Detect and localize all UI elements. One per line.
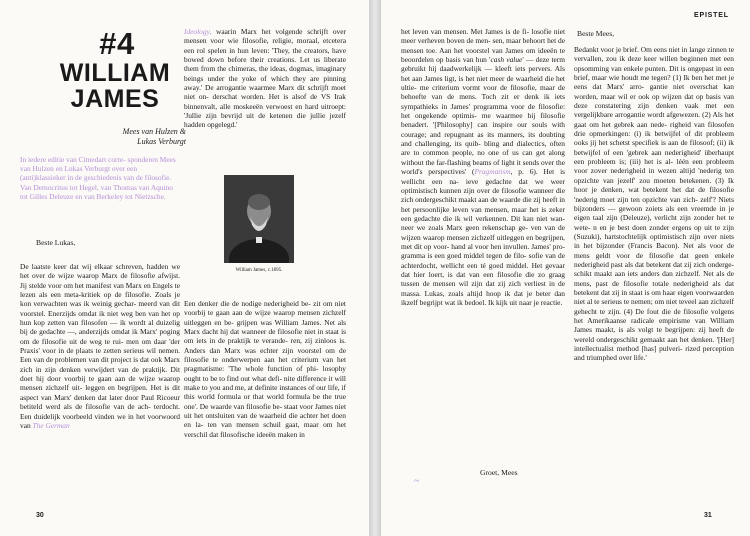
body-text: , p. 6). Het is wellicht een na- ieve gedachte dat we weer optimistisch kunnen zijn over de filosofie wanneer die zich ondergeschikt maakt aan de waarde die zij heeft in het persoonlijke leven van mensen, maar het is zeker een gedachte die ik wil verkennen. Dit kan niet wan- neer we zoals Marx geen rekenschap ge- ven van de wijzen waarop mensen zichzelf uitleggen en begrijpen, met dit op voor- hand al voor hen invullen. James' pro- gramma is een goed middel tegen de filo- sofie van de achterdocht, wellicht een té goed middel. Het gevaar dat hier loert, is dat van een filosofie die zo graag tussen de mensen wil zijn dat zij zich verliest in de massa. Lukas, zoals altijd hoop ik dat je beter dan ikzelf begrijpt wat ik bedoel. Ik kijk uit naar je reactie. (401, 167, 565, 307)
body-text: De laatste keer dat wij elkaar schreven, hadden we het over de wijze waarop Marx de filosofie afwijst. Jij stelde voor om het manifest van Marx en Engels te lezen als een meta-kritiek op de filosofie. Zoals je kon verwachten was ik weinig gechar- meerd van dit voorstel. Enerzijds omdat ik niet weg ben van het op hun kop zetten van filosofen — ik wordt al duizelig bij de gedachte —, anderzijds omdat ik Marx' poging om de filosofie uit de weg te rui- men om daar 'der Praxis' voor in de plaats te zetten serieus wil nemen. Een van de problemen van dit project is dat ook Marx zich in zijn denken verwijdert van de praktijk. Dit doet hij door voorbij te gaan aan de wijze waarop mensen zichzelf uit- leggen en begrijpen. Het is dit aspect van Marx' denken dat later door Paul Ricoeur betiteld werd als de filosofie van de ach- terdocht. Een duidelijk voorbeeld vinden we in het voorwoord van (20, 262, 180, 430)
tilde-ornament: ~ (414, 476, 420, 487)
greeting-left: Beste Lukas, (36, 238, 76, 247)
right-page (381, 0, 750, 536)
photo-caption: William James, c.1895. (235, 268, 283, 273)
authors-line-2: Lukas Verburgt (137, 137, 186, 146)
body-text: Bedankt voor je brief. Om eens niet in lange zinnen te vervallen, zou ik deze keer willen beginnen met een opsomming van enkele punten. Dit is ongepast in een brief, maar wie houdt me tegen? (1) Ik ben het met je eens dat Marx' arro- gantie niet overschat kan worden, maar wil er ook op wijzen dat op basis van deze constatering zijn denken vaak met een vergelijkbare arrogantie wordt afgewezen. (2) Als het gaat om het gebrek aan nede- righeid van filosofen drie opmerkingen: (i) ik betwijfel of dit probleem ooks jij het schetst specifiek is aan de filosoof; (ii) ik betwijfel of een 'gebrek aan nederigheid' überhaupt een probleem is; (iii) het is al- léén een probleem voor zover nederigheid in wezen altijd 'nederig ten opzichte van jezelf' zou moeten betekenen. (3) Ik hoor je denken, wat betekent het dat de filosofie 'nederig moet zijn ten opzichte van zich- zelf'? Niets bijzonders — gewoon zoiets als een vreemde in je eigen taal zijn (Deleuze), verlicht zijn zonder het te wete- n en je best doen zonder ergens op uit te zijn (Suzuki), hartstochtelijk optimistisch zijn over niets in het bijzonder (Francis Bacon). Net als voor de mens geldt voor de filosofie dat geen enkele nederigheid past als dat betekent dat zij zich onderge- schikt maakt aan iets anders dan zichzelf. Net als de mens, past de filosofie totale nederigheid als dat betekent dat zij in staat is om haar eigen voorwaarden niet al te serieus te nemen; om niet teveel aan zichzelf gehecht te zijn. (4) De fout die de filosofie volgens het Amerikaanse radicale empirisme van William James maakt, is als volgt te begrijpen: zij heeft de wereld ondergeschikt gemaakt aan het denken. '[Her] intellectualist method [has] pulveri- rized perception and triumphed over life.' (574, 45, 734, 363)
right-column-1 (401, 27, 565, 307)
body-text: ' — deze term gebruikt hij daadwerkelijk — kleeft iets pervers. Als het aan James ligt, is het niet meer de waarheid die het ultie- me criterium vormt voor de filosofie, maar de behoefte van de mens. Toch zit er denk ik iets sympathieks in James' programma voor de filosofie: het ongekende optimis- me waarmee hij filosofie benadert. '[Philosophy] can inspire our souls with courage; and repugnant as its manners, its doubting and challenging, its quib- bling and dialectics, often are to common people, no one of us can get along without the far-flashing beams of light it sends over the world's perspectives' ( (401, 55, 565, 177)
book-title: Ideology, (184, 27, 212, 36)
authors-line-1: Mees van Hulzen & (122, 127, 186, 136)
issue-number: #4 (99, 26, 135, 61)
body-text: het leven van mensen. Met James is de fi- losofie niet meer verheven boven de men- sen, maar behoort het de mensen toe. Aan het voorstel van James om ideeën te beoordelen op basis van hun ' (401, 27, 565, 65)
title-line-2: JAMES (70, 85, 160, 113)
left-column-2-top (184, 27, 346, 130)
portrait-photo (224, 175, 294, 263)
article-title (50, 60, 180, 112)
emphasis-term: cash value (490, 55, 523, 65)
intro-paragraph: In iedere editie van Cimedart corre- sponderen Mees van Hulzen en Lukas Verburgt over een (anti)klassieker in de geschiedenis van de filosofie. Van Democritus tot Hegel, van Thomas van Aquino tot Gilles Deleuze en van Berkeley tot Nietzsche. (20, 155, 176, 201)
page-number-right: 31 (704, 512, 712, 519)
title-line-1: WILLIAM (59, 59, 171, 87)
book-title: The German (32, 420, 70, 430)
section-header: EPISTEL (694, 12, 729, 19)
greeting-right: Beste Mees, (577, 29, 615, 38)
book-gutter (369, 0, 381, 536)
right-column-2 (574, 45, 734, 363)
book-title: Pragmatism (474, 167, 511, 177)
portrait-image (224, 175, 294, 263)
body-text: waarin Marx het volgende schrijft over mensen voor wie filosofie, religie, moraal, etcetera een rol spelen in hun leven: 'They, the creators, have bowed down before their creations. Let us liberate them from the chimeras, the ideas, dogmas, imaginary beings under the yoke of which they are pinning away.' De arrogantie waarmee Marx dit schrijft moet niet on- derschat worden. Het is alsof de VS Irak binnenvalt, alle moskeeën verwoest en hard uitroept: 'Jullie zijn bevrijd uit de ketenen die jullie jezelf hadden opgelegd.' (184, 27, 346, 130)
page-number-left: 30 (36, 512, 44, 519)
signoff: Groet, Mees (480, 468, 518, 477)
authors (36, 127, 186, 147)
left-column-2-bottom (184, 299, 346, 439)
left-page (0, 0, 369, 536)
body-text: Een denker die de nodige nederigheid be- zit om niet voorbij te gaan aan de wijze waarop mensen zichzelf uitleggen en be- grijpen was William James. Net als Marx dacht hij dat wanneer de filosofie niet in staat is om iets in de praktijk te verande- ren, zij zinloos is. Anders dan Marx was echter zijn voorstel om de filosofie te onderwerpen aan het criterium van het pragmatisme: 'The whole function of phi- losophy ought to be to find out what defi- nite difference it will make to you and me, at definite instances of our life, if this world formula or that world formula be the true one'. De waarde van filosofie be- staat voor James niet uit het ontsluiten van de waarheid die achter het doen en la- ten van mensen schuil gaat, maar om het verschil dat filosofische ideeën maken in (184, 299, 346, 439)
left-column-1 (20, 262, 180, 430)
